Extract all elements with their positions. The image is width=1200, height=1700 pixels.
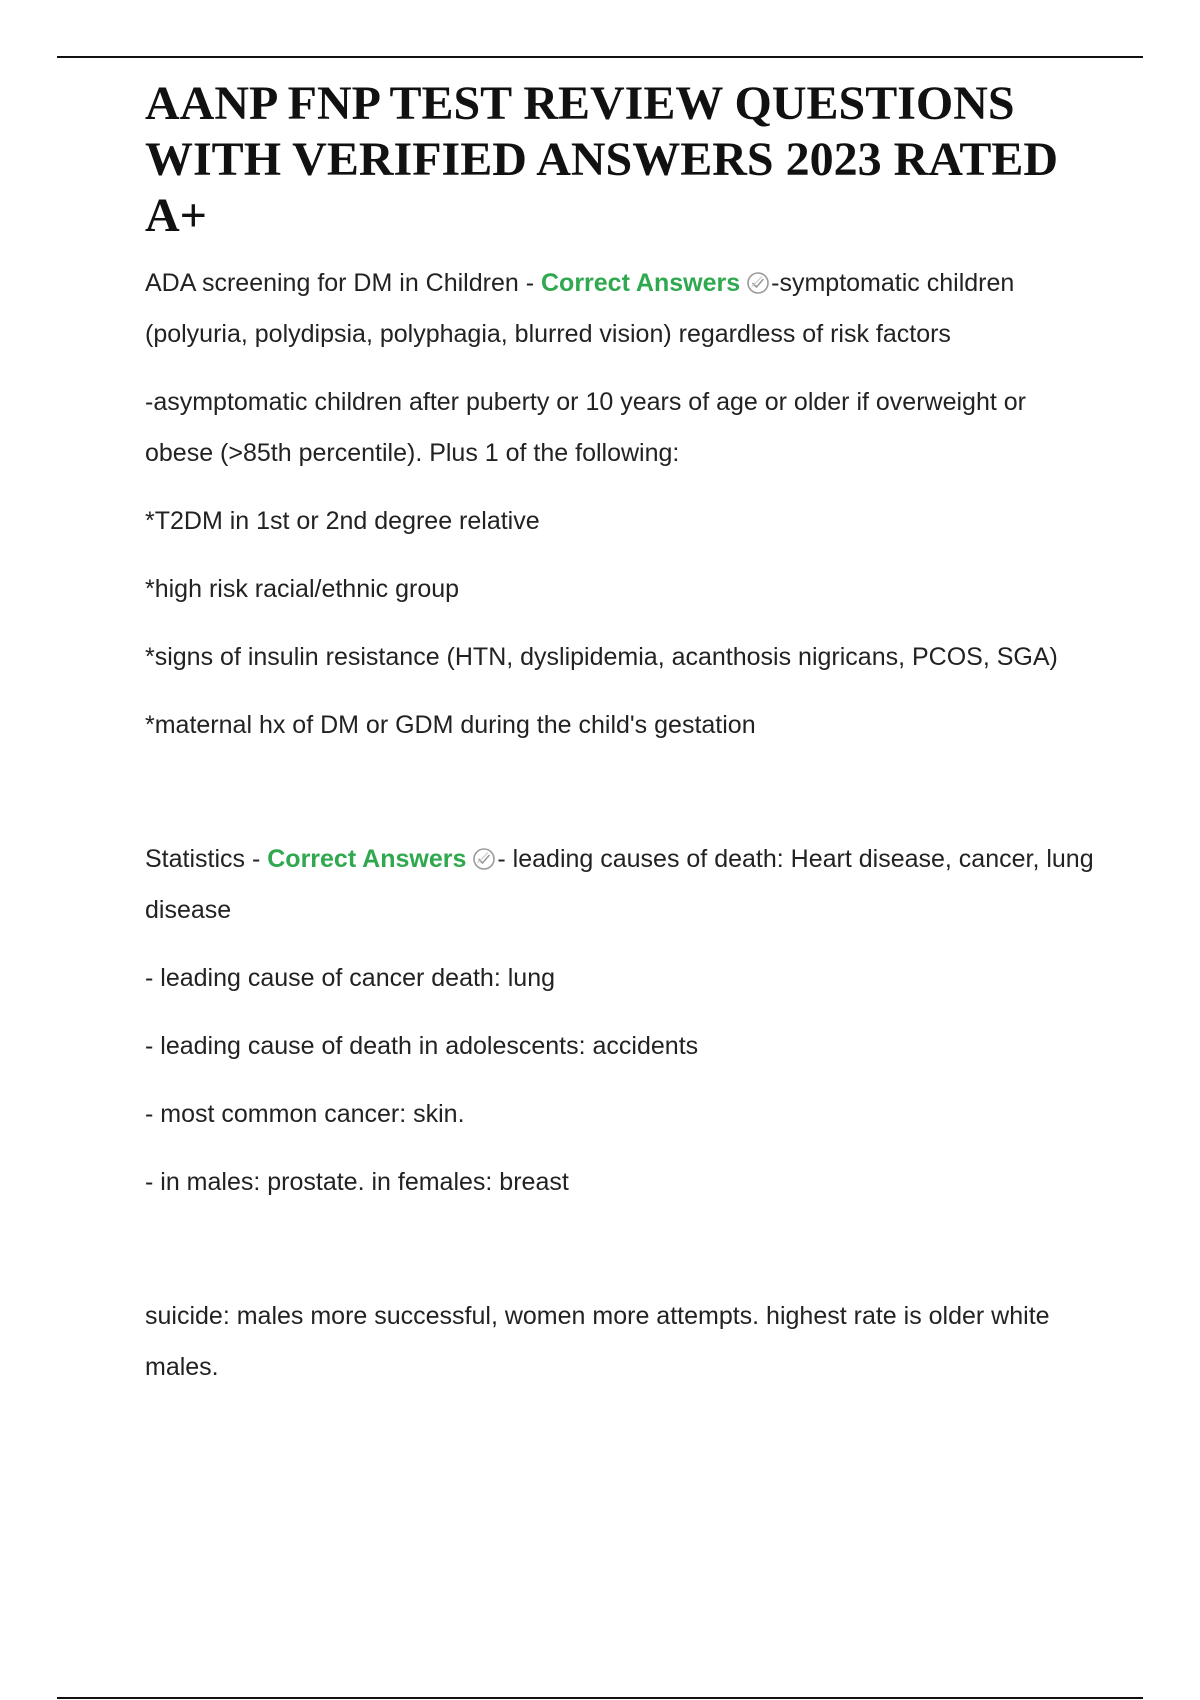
- document-body: [145, 258, 1095, 1410]
- answer-detail: suicide: males more successful, women more attempts. highest rate is older white males.: [145, 1302, 1050, 1381]
- section-gap: [145, 768, 1095, 834]
- qa-item: Statistics - Correct Answers - leading causes of death: Heart disease, cancer, lung disease: [145, 845, 1094, 924]
- check-circle-icon: [472, 847, 496, 871]
- answer-label: Correct Answers: [267, 845, 467, 873]
- answer-detail: *high risk racial/ethnic group: [145, 575, 460, 603]
- answer-detail: *signs of insulin resistance (HTN, dyslipidemia, acanthosis nigricans, PCOS, SGA): [145, 643, 1058, 671]
- answer-detail: *T2DM in 1st or 2nd degree relative: [145, 507, 540, 535]
- check-circle-icon: [746, 271, 770, 295]
- question-text: ADA screening for DM in Children: [145, 269, 519, 297]
- answer-text: -symptomatic children (polyuria, polydipsia, polyphagia, blurred vision) regardless of risk factors: [145, 269, 1015, 348]
- page-title: AANP FNP TEST REVIEW QUESTIONS WITH VERIFIED ANSWERS 2023 RATED A+: [145, 77, 1059, 242]
- answer-detail: - leading cause of cancer death: lung: [145, 964, 555, 992]
- answer-detail: *maternal hx of DM or GDM during the child's gestation: [145, 711, 756, 739]
- answer-label: Correct Answers: [541, 269, 741, 297]
- answer-detail: - leading cause of death in adolescents: accidents: [145, 1032, 699, 1060]
- bottom-rule: [57, 1697, 1143, 1699]
- section-gap: [145, 1225, 1095, 1291]
- qa-item: ADA screening for DM in Children - Correct Answers -symptomatic children (polyuria, polydipsia, polyphagia, blurred vision) regardless of risk factors: [145, 269, 1015, 348]
- top-rule: [57, 56, 1143, 58]
- answer-detail: - in males: prostate. in females: breast: [145, 1168, 569, 1196]
- answer-text: - leading causes of death: Heart disease, cancer, lung disease: [145, 845, 1094, 924]
- answer-detail: -asymptomatic children after puberty or 10 years of age or older if overweight or obese (>85th percentile). Plus 1 of the following:: [145, 388, 1026, 467]
- question-text: Statistics: [145, 845, 246, 873]
- answer-detail: - most common cancer: skin.: [145, 1100, 465, 1128]
